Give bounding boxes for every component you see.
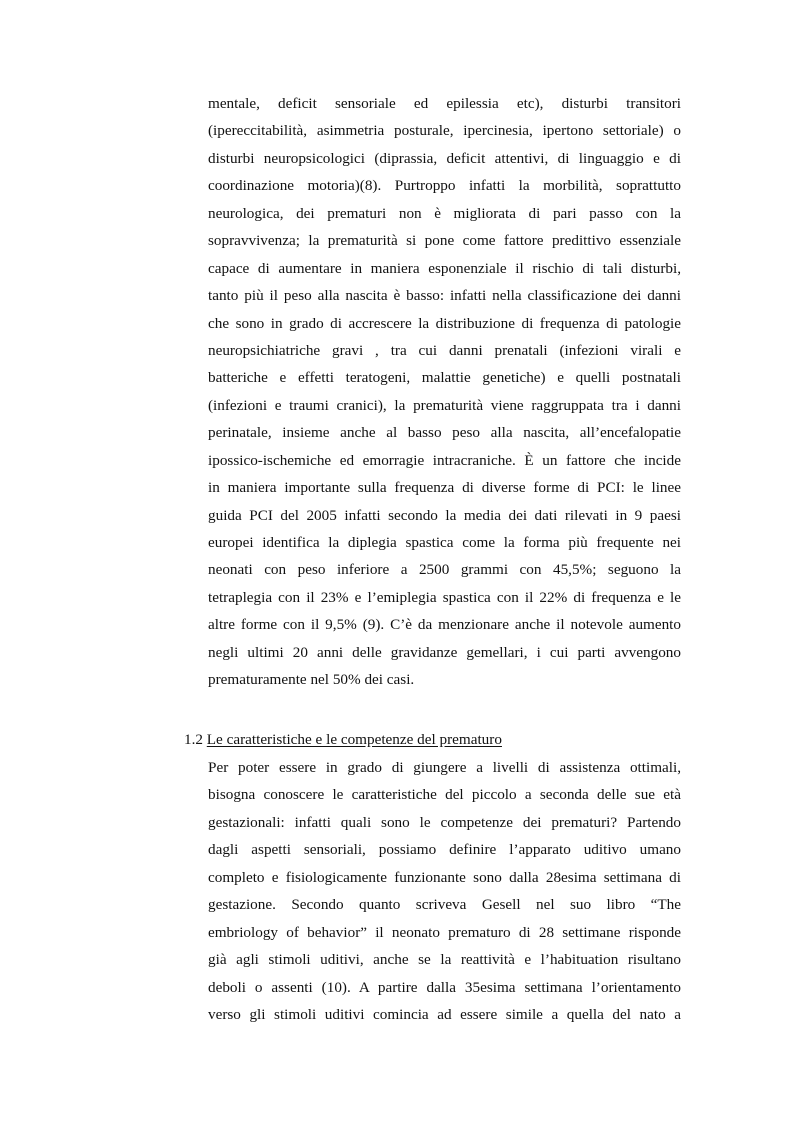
text-line: neuropsichiatriche gravi , tra cui danni prenatali (infezioni virali e [208, 341, 681, 359]
text-line: neurologica, dei prematuri non è migliorata di pari passo con la [208, 204, 681, 222]
text-line: ipossico-ischemiche ed emorragie intracraniche. È un fattore che incide [208, 451, 681, 469]
body-paragraph-1 [208, 90, 681, 694]
text-line: europei identifica la diplegia spastica come la forma più frequente nei [208, 534, 681, 551]
text-line: tanto più il peso alla nascita è basso: infatti nella classificazione dei danni [208, 287, 681, 305]
text-line: verso gli stimoli uditivi comincia ad essere simile a quella del nato a [208, 1005, 681, 1023]
text-line: mentale, deficit sensoriale ed epilessia etc), disturbi transitori [208, 95, 681, 112]
text-line: (infezioni e traumi cranici), la prematurità viene raggruppata tra i danni [208, 396, 681, 414]
text-line: Per poter essere in grado di giungere a livelli di assistenza ottimali, [208, 759, 681, 776]
text-line: tetraplegia con il 23% e l’emiplegia spastica con il 22% di frequenza e le [208, 588, 681, 606]
text-line: altre forme con il 9,5% (9). C’è da menzionare anche il notevole aumento [208, 616, 681, 634]
text-line: deboli o assenti (10). A partire dalla 35esima settimana l’orientamento [208, 978, 681, 996]
text-line: capace di aumentare in maniera esponenziale il rischio di tali disturbi, [208, 259, 681, 277]
text-line: guida PCI del 2005 infatti secondo la media dei dati rilevati in 9 paesi [208, 506, 681, 524]
text-line: gestazione. Secondo quanto scriveva Gesell nel suo libro “The [208, 896, 681, 914]
text-line: neonati con peso inferiore a 2500 grammi con 45,5%; seguono la [208, 561, 681, 579]
text-line: embriology of behavior” il neonato prematuro di 28 settimane risponde [208, 923, 681, 941]
section-number: 1.2 [184, 731, 203, 748]
text-line: perinatale, insieme anche al basso peso alla nascita, all’encefalopatie [208, 424, 681, 442]
text-line: completo e fisiologicamente funzionante sono dalla 28esima settimana di [208, 868, 681, 886]
text-line: prematuramente nel 50% dei casi. [208, 671, 415, 689]
text-line: sopravvivenza; la prematurità si pone come fattore predittivo essenziale [208, 232, 681, 250]
text-line: (ipereccitabilità, asimmetria posturale, ipercinesia, ipertono settoriale) o [208, 122, 681, 140]
text-line: già agli stimoli uditivi, anche se la reattività e l’habituation risultano [208, 951, 681, 969]
text-line: che sono in grado di accrescere la distribuzione di frequenza di patologie [208, 314, 681, 332]
text-line: batteriche e effetti teratogeni, malattie genetiche) e quelli postnatali [208, 369, 681, 387]
section-heading [184, 728, 502, 752]
text-line: dagli aspetti sensoriali, possiamo definire l’apparato uditivo umano [208, 841, 681, 859]
text-line: bisogna conoscere le caratteristiche del piccolo a seconda delle sue età [208, 786, 681, 804]
text-line: in maniera importante sulla frequenza di diverse forme di PCI: le linee [208, 479, 681, 497]
text-line: negli ultimi 20 anni delle gravidanze gemellari, i cui parti avvengono [208, 643, 681, 661]
body-paragraph-2 [208, 754, 681, 1028]
text-line: coordinazione motoria)(8). Purtroppo infatti la morbilità, soprattutto [208, 177, 681, 195]
section-title: Le caratteristiche e le competenze del prematuro [206, 731, 502, 748]
text-line: gestazionali: infatti quali sono le competenze dei prematuri? Partendo [208, 813, 681, 831]
text-line: disturbi neuropsicologici (diprassia, deficit attentivi, di linguaggio e di [208, 149, 681, 167]
